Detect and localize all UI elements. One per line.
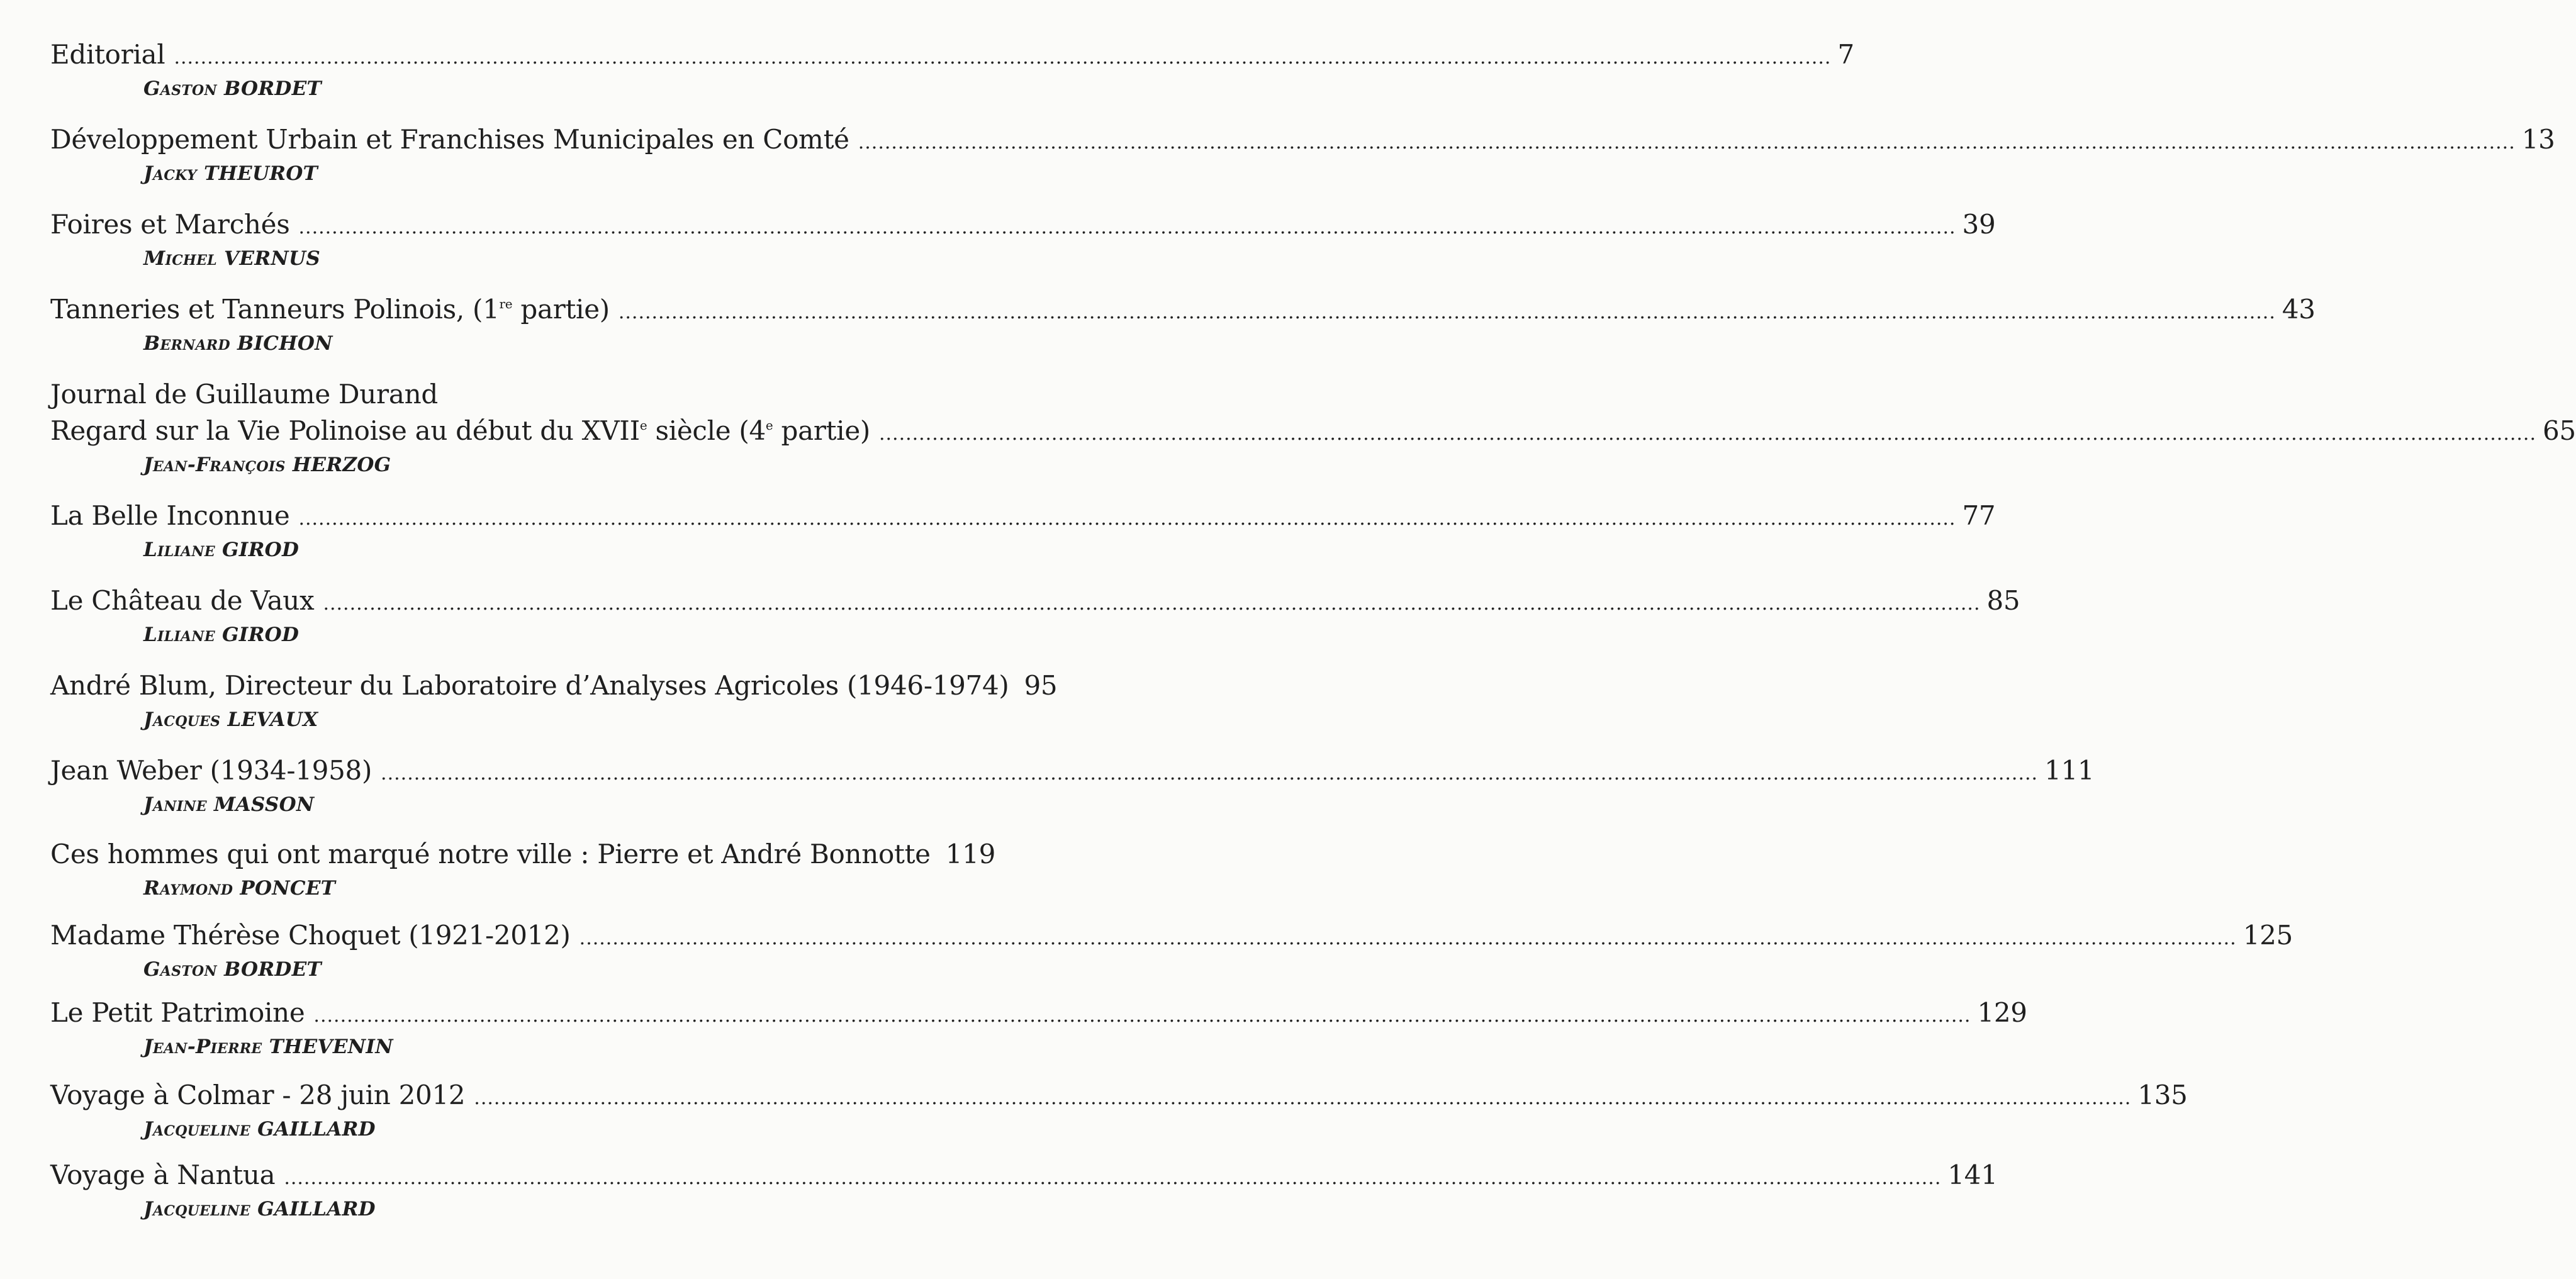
toc-entry — [50, 206, 1996, 272]
toc-entry-author — [143, 451, 941, 479]
page-number: 129 — [1977, 997, 2027, 1028]
toc-entry-author — [143, 160, 941, 187]
toc-entry-author — [143, 330, 941, 357]
page-number: 7 — [1837, 39, 1854, 70]
dot-leader — [879, 416, 2536, 452]
toc-entry — [50, 498, 1996, 564]
toc-entry-author — [143, 621, 941, 649]
dot-leader — [298, 501, 1956, 537]
author-first-name: Jean-François — [143, 454, 286, 476]
page-number: 135 — [2137, 1080, 2188, 1110]
toc-entry-title-line — [50, 752, 2095, 792]
toc-entry-title: Voyage à Colmar - 28 juin 2012 — [50, 1080, 466, 1110]
toc-entry-author — [143, 1033, 941, 1061]
toc-entry-title: Foires et Marchés — [50, 209, 290, 240]
author-first-name: Liliane — [143, 539, 215, 561]
superscript: e — [639, 418, 647, 433]
toc-entry-title: Voyage à Nantua — [50, 1159, 276, 1190]
author-last-name: THEUROT — [204, 162, 318, 185]
toc-entry-title: Le Petit Patrimoine — [50, 997, 305, 1028]
toc-entry — [50, 121, 2555, 187]
page-number: 65 — [2543, 415, 2576, 446]
toc-entry-author — [143, 791, 941, 818]
page-number: 43 — [2282, 294, 2316, 325]
toc-entry-author — [143, 1195, 941, 1223]
dot-leader — [284, 1160, 1941, 1197]
author-first-name: Michel — [143, 247, 217, 270]
toc-entry-title-line — [50, 1157, 1998, 1197]
author-first-name: Bernard — [143, 332, 230, 355]
page-number: 13 — [2521, 124, 2555, 155]
toc-entry-title: Regard sur la Vie Polinoise au début du XVIIe siècle (4e partie) — [50, 415, 870, 446]
toc-entry-title: Editorial — [50, 39, 165, 70]
toc-entry-title: Ces hommes qui ont marqué notre ville : Pierre et André Bonnotte — [50, 839, 931, 869]
dot-leader — [174, 40, 1831, 76]
dot-leader — [323, 586, 1980, 622]
toc-entry-title: Développement Urbain et Franchises Municipales en Comté — [50, 124, 849, 155]
toc-entry-author — [143, 75, 941, 103]
toc-entry-title: Jean Weber (1934-1958) — [50, 755, 372, 786]
toc-entry-title: Tanneries et Tanneurs Polinois, (1re partie) — [50, 294, 610, 325]
toc-entry-title-line — [50, 206, 1996, 246]
author-last-name: VERNUS — [224, 247, 321, 270]
toc-entry-title-line — [50, 917, 2293, 957]
toc-entry — [50, 667, 1058, 734]
author-first-name: Janine — [143, 793, 207, 816]
author-first-name: Jacques — [143, 708, 221, 731]
author-last-name: BORDET — [223, 77, 322, 100]
toc-entry-title: André Blum, Directeur du Laboratoire d’Analyses Agricoles (1946-1974) — [50, 670, 1009, 701]
toc-entry-title-line — [50, 583, 2020, 622]
author-last-name: GAILLARD — [257, 1118, 376, 1141]
toc-entry-title-line1 — [50, 376, 941, 413]
toc-entry — [50, 583, 2020, 649]
toc-entry-title: Le Château de Vaux — [50, 585, 315, 616]
author-first-name: Jacqueline — [143, 1118, 251, 1141]
page-number: 125 — [2243, 920, 2293, 951]
dot-leader — [299, 209, 1956, 246]
page-number: 111 — [2044, 755, 2095, 786]
toc-entry — [50, 917, 2293, 983]
page-number: 95 — [1024, 670, 1058, 701]
author-first-name: Jean-Pierre — [143, 1036, 262, 1058]
toc-entry — [50, 1157, 1998, 1223]
toc-entry — [50, 1077, 2188, 1143]
toc-entry-author — [143, 536, 941, 564]
superscript: re — [499, 296, 513, 311]
toc-entry-author — [143, 706, 941, 734]
toc-entry-title-line — [50, 36, 1854, 76]
toc-entry-title: La Belle Inconnue — [50, 500, 290, 531]
author-first-name: Jacqueline — [143, 1198, 251, 1220]
toc-entry — [50, 995, 2027, 1061]
dot-leader — [474, 1080, 2131, 1117]
page-number: 39 — [1962, 209, 1996, 240]
toc-entry-title-line — [50, 667, 1058, 707]
author-first-name: Liliane — [143, 623, 215, 646]
toc-entry-author — [143, 956, 941, 983]
page-number: 85 — [1986, 585, 2020, 616]
toc-entry — [50, 291, 2316, 357]
author-last-name: GAILLARD — [257, 1198, 376, 1220]
author-last-name: THEVENIN — [269, 1036, 393, 1058]
author-last-name: HERZOG — [292, 454, 391, 476]
author-last-name: GIROD — [222, 623, 300, 646]
toc-entry — [50, 36, 1854, 103]
author-last-name: LEVAUX — [227, 708, 318, 731]
author-last-name: GIROD — [222, 539, 300, 561]
author-last-name: BORDET — [223, 958, 322, 981]
dot-leader — [858, 125, 2516, 161]
toc-entry-title: Madame Thérèse Choquet (1921-2012) — [50, 920, 571, 951]
author-last-name: BICHON — [237, 332, 333, 355]
author-last-name: PONCET — [240, 877, 336, 900]
page-number: 141 — [1947, 1159, 1998, 1190]
toc-entry-title-line — [50, 995, 2027, 1034]
author-last-name: MASSON — [213, 793, 315, 816]
toc-entry — [50, 376, 2576, 479]
dot-leader — [619, 294, 2276, 331]
page-number: 119 — [945, 839, 995, 869]
toc-entry-title-line — [50, 1077, 2188, 1117]
dot-leader — [580, 920, 2237, 957]
toc-entry-author — [143, 1115, 941, 1143]
toc-entry-title-line — [50, 498, 1996, 537]
toc-entry-author — [143, 874, 941, 902]
toc-entry-author — [143, 245, 941, 272]
dot-leader — [381, 756, 2038, 792]
author-first-name: Raymond — [143, 877, 233, 900]
toc-entry-title: Journal de Guillaume Durand — [50, 379, 438, 410]
dot-leader — [313, 998, 1971, 1034]
superscript: e — [765, 418, 773, 433]
toc-entry — [50, 752, 2095, 818]
author-first-name: Gaston — [143, 958, 217, 981]
toc-entry-title-line — [50, 413, 2576, 452]
table-of-contents — [50, 36, 2576, 1223]
page-number: 77 — [1962, 500, 1996, 531]
author-first-name: Jacky — [143, 162, 197, 185]
author-first-name: Gaston — [143, 77, 217, 100]
toc-entry — [50, 836, 995, 902]
toc-entry-title-line — [50, 836, 995, 876]
toc-entry-title-line — [50, 291, 2316, 331]
toc-entry-title-line — [50, 121, 2555, 161]
